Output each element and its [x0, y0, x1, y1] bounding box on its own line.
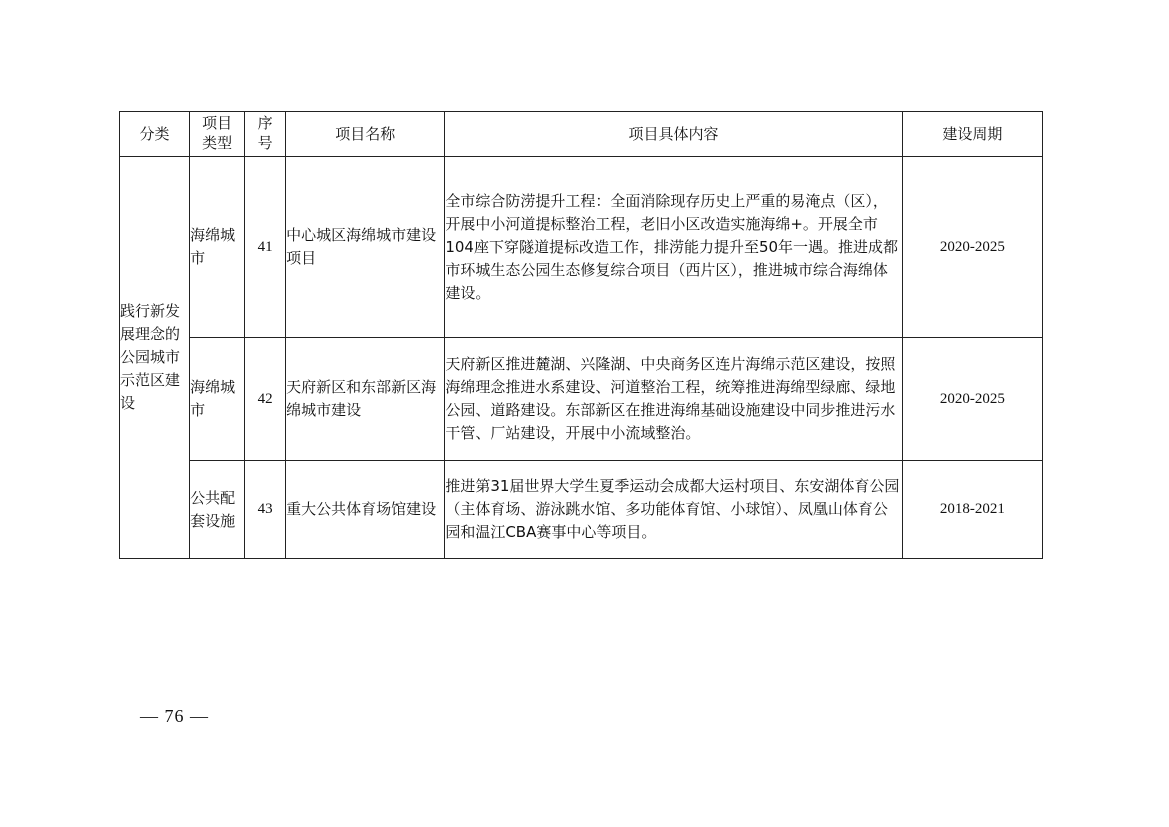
- header-category: 分类: [120, 112, 190, 157]
- project-content-cell: 天府新区推进麓湖、兴隆湖、中央商务区连片海绵示范区建设，按照海绵理念推进水系建设、河道整治工程，统筹推进海绵型绿廊、绿地公园、道路建设。东部新区在推进海绵基础设施建设中同步推进污水干管、厂站建设，开展中小流域整治。: [445, 338, 902, 461]
- page-number: — 76 —: [140, 706, 209, 726]
- header-content: 项目具体内容: [445, 112, 902, 157]
- header-no-line1: 序: [257, 114, 273, 132]
- header-no-line2: 号: [257, 134, 273, 152]
- header-type-line1: 项目: [202, 114, 233, 132]
- table-row: [120, 338, 1043, 461]
- category-cell: 践行新发展理念的公园城市示范区建设: [120, 157, 190, 559]
- header-type-line2: 类型: [202, 134, 233, 152]
- number-cell: 42: [245, 338, 286, 461]
- type-cell: 公共配套设施: [190, 461, 245, 559]
- project-table: [119, 111, 1043, 559]
- period-cell: 2020-2025: [902, 338, 1042, 461]
- type-cell: 海绵城市: [190, 338, 245, 461]
- number-cell: 41: [245, 157, 286, 338]
- project-name-cell: 重大公共体育场馆建设: [286, 461, 445, 559]
- header-period: 建设周期: [902, 112, 1042, 157]
- header-name: 项目名称: [286, 112, 445, 157]
- project-content-cell: 全市综合防涝提升工程：全面消除现存历史上严重的易淹点（区），开展中小河道提标整治工程，老旧小区改造实施海绵+。开展全市104座下穿隧道提标改造工作，排涝能力提升至50年一遇。推进成都市环城生态公园生态修复综合项目（西片区），推进城市综合海绵体建设。: [445, 157, 902, 338]
- number-cell: 43: [245, 461, 286, 559]
- table-header-row: [120, 112, 1043, 157]
- project-content-cell: 推进第31届世界大学生夏季运动会成都大运村项目、东安湖体育公园（主体育场、游泳跳水馆、多功能体育馆、小球馆）、凤凰山体育公园和温江CBA赛事中心等项目。: [445, 461, 902, 559]
- header-type: [190, 112, 245, 157]
- period-cell: 2020-2025: [902, 157, 1042, 338]
- period-cell: 2018-2021: [902, 461, 1042, 559]
- header-no: [245, 112, 286, 157]
- table-row: [120, 157, 1043, 338]
- project-name-cell: 天府新区和东部新区海绵城市建设: [286, 338, 445, 461]
- table-row: [120, 461, 1043, 559]
- type-cell: 海绵城市: [190, 157, 245, 338]
- project-name-cell: 中心城区海绵城市建设项目: [286, 157, 445, 338]
